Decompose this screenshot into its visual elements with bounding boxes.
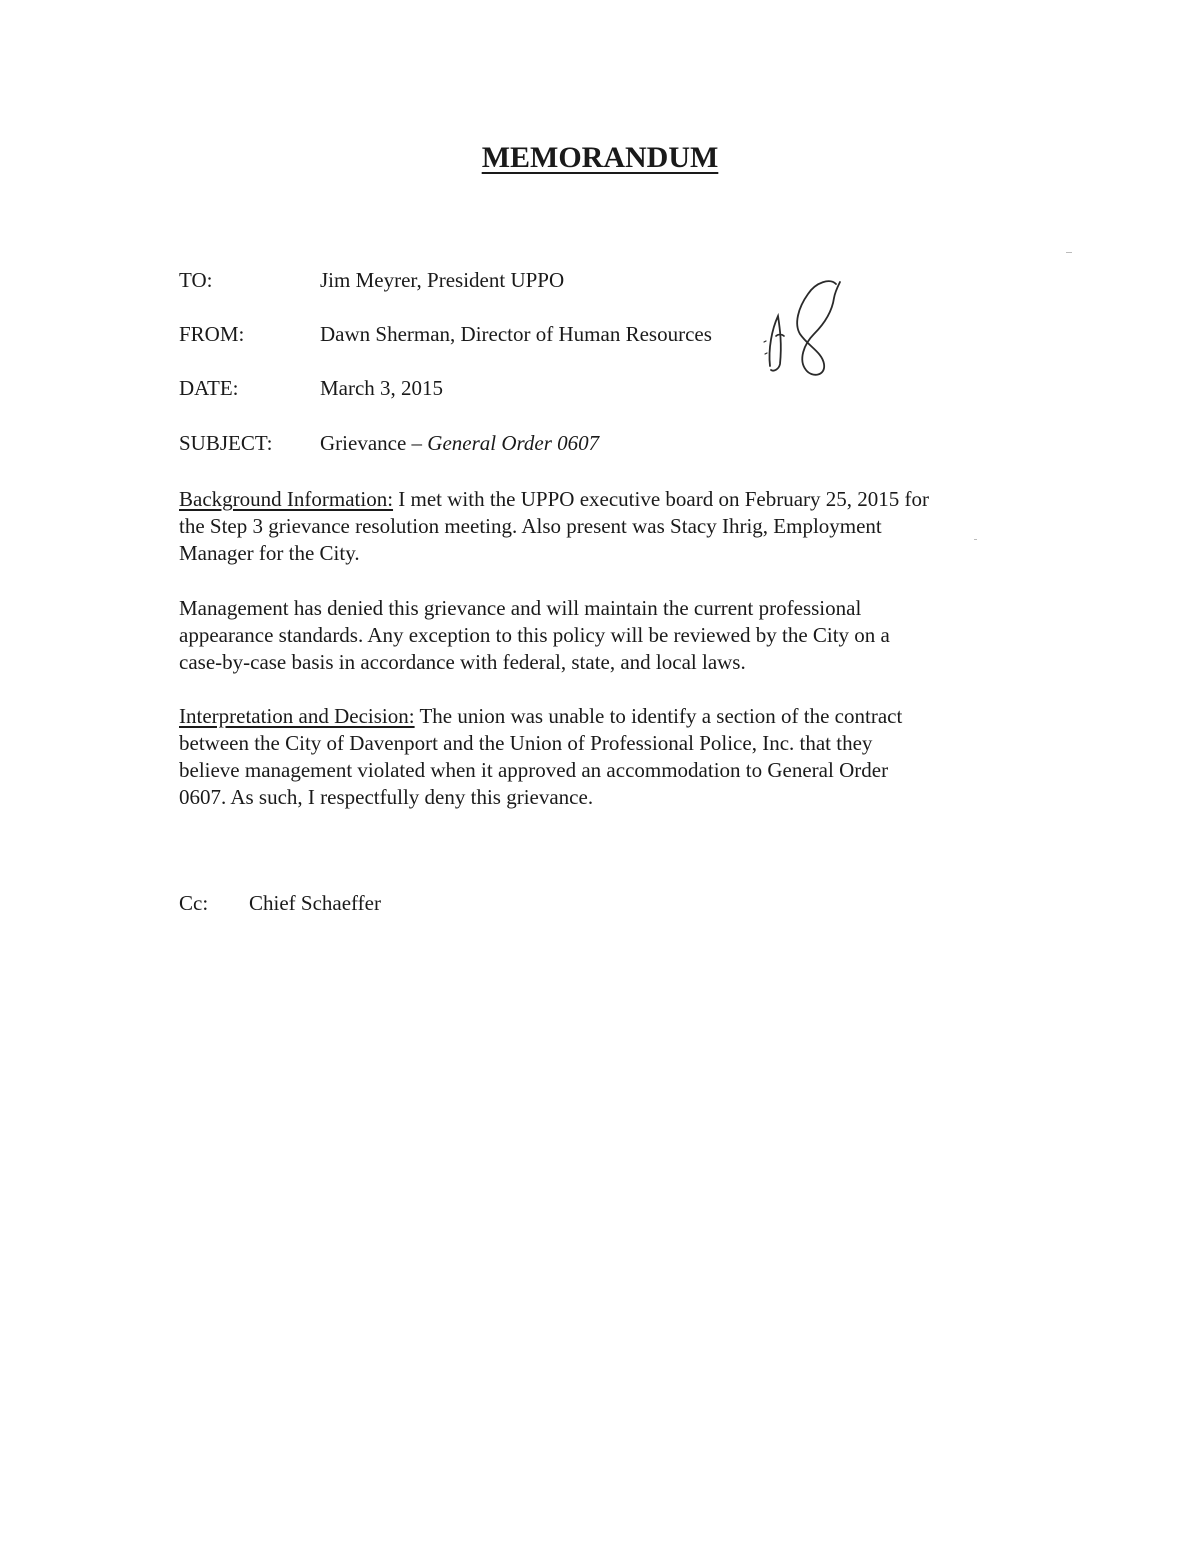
scan-speck (1066, 252, 1072, 253)
to-label: TO: (179, 268, 213, 292)
handwritten-initials-signature (760, 274, 850, 384)
decision-paragraph (179, 703, 1039, 811)
scan-speck (974, 539, 977, 540)
cc-value: Chief Schaeffer (249, 891, 381, 915)
memo-title-text: MEMORANDUM (481, 141, 719, 174)
background-line-3: Manager for the City. (179, 541, 360, 565)
decision-heading: Interpretation and Decision: (179, 704, 415, 728)
management-paragraph (179, 595, 1039, 676)
background-line-1 (179, 486, 1039, 513)
to-value: Jim Meyrer, President UPPO (320, 268, 565, 292)
memo-title (0, 140, 1200, 176)
management-line-2: appearance standards. Any exception to this policy will be reviewed by the City on a (179, 623, 890, 647)
background-paragraph (179, 486, 1039, 567)
decision-line-2: between the City of Davenport and the Union of Professional Police, Inc. that they (179, 731, 873, 755)
management-line-1: Management has denied this grievance and will maintain the current professional (179, 596, 862, 620)
decision-text-1: The union was unable to identify a section of the contract (414, 704, 903, 728)
decision-line-1 (179, 703, 1039, 730)
subject-prefix: Grievance – (320, 431, 428, 455)
from-label: FROM: (179, 322, 245, 346)
subject-italic: General Order 0607 (427, 431, 600, 455)
background-text-1: I met with the UPPO executive board on February 25, 2015 for (393, 487, 930, 511)
management-line-3: case-by-case basis in accordance with federal, state, and local laws. (179, 650, 746, 674)
subject-label: SUBJECT: (179, 431, 273, 455)
decision-line-4: 0607. As such, I respectfully deny this grievance. (179, 785, 594, 809)
background-heading: Background Information: (179, 487, 394, 511)
background-line-2: the Step 3 grievance resolution meeting. Also present was Stacy Ihrig, Employment (179, 514, 882, 538)
from-value: Dawn Sherman, Director of Human Resources (320, 322, 712, 346)
decision-line-3: believe management violated when it approved an accommodation to General Order (179, 758, 889, 782)
cc-label: Cc: (179, 891, 209, 915)
date-label: DATE: (179, 376, 239, 400)
subject-value (320, 430, 599, 456)
date-value: March 3, 2015 (320, 376, 444, 400)
